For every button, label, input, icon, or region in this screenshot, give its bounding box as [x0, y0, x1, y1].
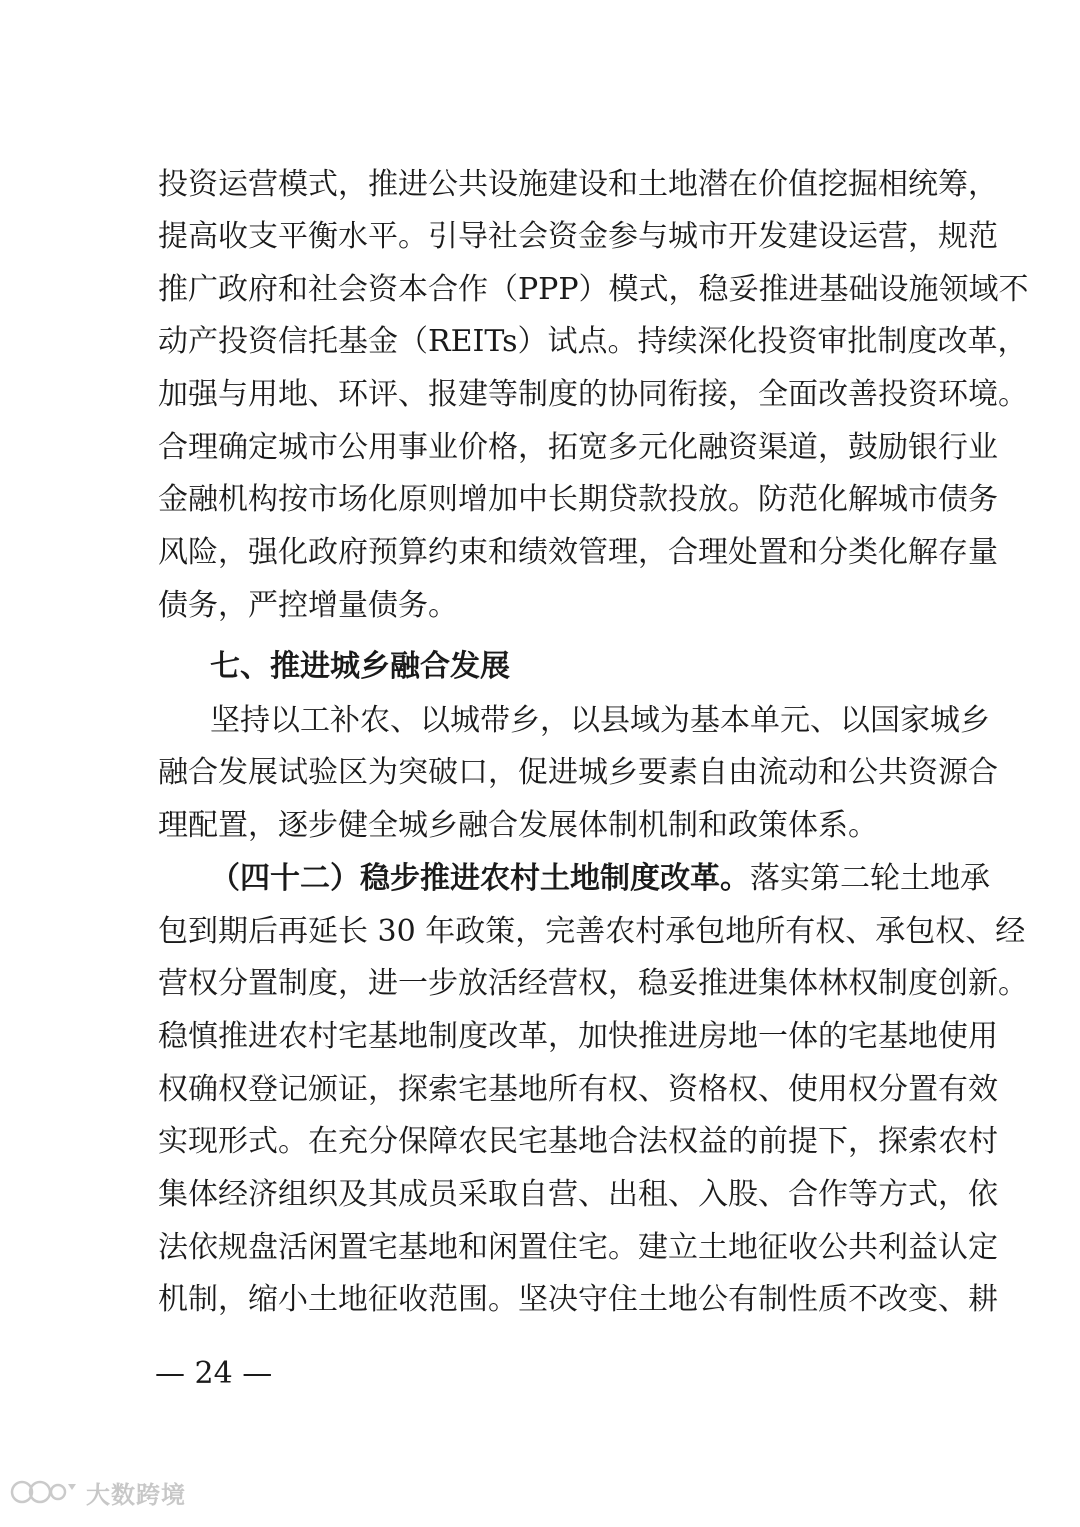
- body-line: 动产投资信托基金（REITs）试点。持续深化投资审批制度改革，: [158, 324, 1028, 359]
- page-number: — 24 —: [155, 1356, 273, 1391]
- body-line: 金融机构按市场化原则增加中长期贷款投放。防范化解城市债务: [158, 482, 998, 517]
- intro-line: 理配置，逐步健全城乡融合发展体制机制和政策体系。: [158, 808, 878, 843]
- item-line: 包到期后再延长 30 年政策，完善农村承包地所有权、承包权、经: [158, 914, 1026, 949]
- watermark-text: 大数跨境: [86, 1480, 186, 1509]
- item-first-line-rest: 落实第二轮土地承: [750, 861, 990, 896]
- body-line: 提高收支平衡水平。引导社会资金参与城市开发建设运营，规范: [158, 219, 998, 254]
- item-line: 法依规盘活闲置宅基地和闲置住宅。建立土地征收公共利益认定: [158, 1230, 998, 1265]
- intro-line: 融合发展试验区为突破口，促进城乡要素自由流动和公共资源合: [158, 755, 998, 790]
- intro-line: 坚持以工补农、以城带乡，以县域为基本单元、以国家城乡: [210, 703, 990, 738]
- watermark: [10, 1472, 186, 1512]
- item-line: 实现形式。在充分保障农民宅基地合法权益的前提下，探索农村: [158, 1124, 998, 1159]
- body-line: 投资运营模式，推进公共设施建设和土地潜在价值挖掘相统筹，: [158, 167, 998, 202]
- item-line: 集体经济组织及其成员采取自营、出租、入股、合作等方式，依: [158, 1177, 998, 1212]
- item-title: （四十二）稳步推进农村土地制度改革。: [210, 861, 750, 896]
- item-first-line: [210, 859, 990, 899]
- watermark-logo-icon: [10, 1478, 80, 1506]
- item-line: 稳慎推进农村宅基地制度改革，加快推进房地一体的宅基地使用: [158, 1019, 998, 1054]
- body-line: 加强与用地、环评、报建等制度的协同衔接，全面改善投资环境。: [158, 377, 1028, 412]
- body-line: 风险，强化政府预算约束和绩效管理，合理处置和分类化解存量: [158, 535, 998, 570]
- item-line: 营权分置制度，进一步放活经营权，稳妥推进集体林权制度创新。: [158, 966, 1028, 1001]
- body-line: 合理确定城市公用事业价格，拓宽多元化融资渠道，鼓励银行业: [158, 430, 998, 465]
- body-line: 推广政府和社会资本合作（PPP）模式，稳妥推进基础设施领域不: [158, 272, 1029, 307]
- item-line: 机制，缩小土地征收范围。坚决守住土地公有制性质不改变、耕: [158, 1282, 998, 1317]
- body-line: 债务，严控增量债务。: [158, 588, 458, 623]
- section-heading: 七、推进城乡融合发展: [210, 649, 510, 684]
- item-line: 权确权登记颁证，探索宅基地所有权、资格权、使用权分置有效: [158, 1072, 998, 1107]
